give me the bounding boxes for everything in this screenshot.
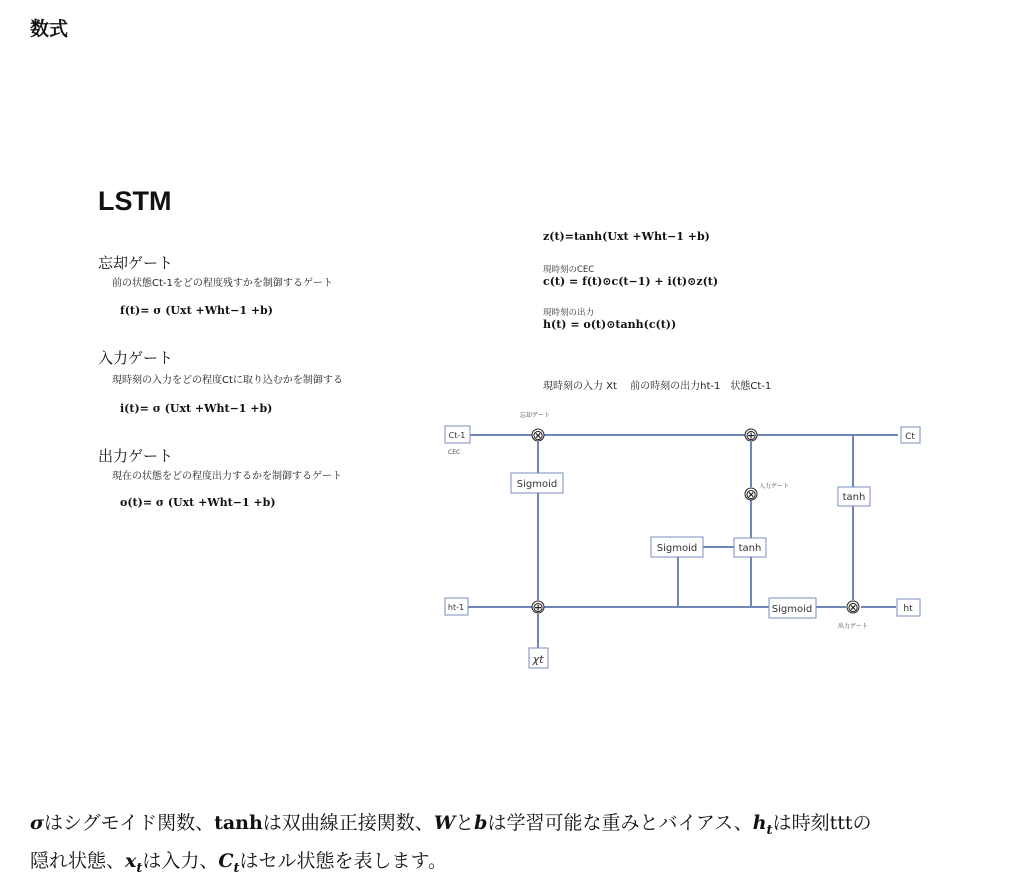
output-gate-desc: 現在の状態をどの程度出力するかを制御するゲート bbox=[112, 471, 342, 482]
output-gate-formula: o(t)= σ (Uxt +Wht−1 +b) bbox=[120, 496, 276, 509]
w-symbol: W bbox=[433, 812, 456, 834]
forget-gate-label: 忘却ゲート bbox=[520, 412, 551, 419]
h-subscript: t bbox=[766, 822, 773, 838]
section-heading: 数式 bbox=[30, 18, 69, 40]
inputs-description: 現時刻の入力 Xt 前の時刻の出力ht-1 状態Ct-1 bbox=[543, 381, 772, 392]
cell-add-symbol: ⊕ bbox=[745, 428, 757, 444]
input-multiply-symbol: ⊗ bbox=[745, 487, 757, 503]
output-gate-label: 出力ゲート bbox=[838, 623, 869, 630]
footer-text-8: はセル状態を表します。 bbox=[239, 850, 447, 872]
footer-text-1: はシグモイド関数、 bbox=[44, 812, 215, 834]
output-label: 現時刻の出力 bbox=[543, 308, 595, 318]
footer-line-2 bbox=[30, 846, 447, 876]
footer-text-7: は入力、 bbox=[142, 850, 219, 872]
c-symbol: C bbox=[218, 850, 234, 872]
h-out-text: ht bbox=[903, 604, 913, 614]
sigmoid-forget-text: Sigmoid bbox=[516, 479, 558, 490]
sigma-symbol: σ bbox=[30, 812, 45, 834]
footer-text-4: は学習可能な重みとバイアス、 bbox=[487, 812, 753, 834]
cec-text: CEC bbox=[448, 449, 461, 456]
footer-text-6: 隠れ状態、 bbox=[30, 850, 126, 872]
input-gate-formula: i(t)= σ (Uxt +Wht−1 +b) bbox=[120, 402, 273, 415]
x-subscript: t bbox=[136, 860, 143, 876]
cec-label: 現時刻のCEC bbox=[543, 265, 595, 275]
output-gate-title: 出力ゲート bbox=[98, 447, 174, 465]
sigmoid-input-text: Sigmoid bbox=[656, 543, 698, 554]
tanh-input-text: tanh bbox=[738, 543, 762, 554]
tanh-symbol: tanh bbox=[214, 812, 263, 834]
footer-text-3: と bbox=[455, 812, 475, 834]
hidden-add-symbol: ⊕ bbox=[532, 600, 544, 616]
forget-gate-formula: f(t)= σ (Uxt +Wht−1 +b) bbox=[120, 304, 273, 317]
cec-formula: c(t) = f(t)⊙c(t−1) + i(t)⊙z(t) bbox=[543, 275, 719, 288]
x-input-text: χt bbox=[532, 653, 544, 666]
footer-text-2: は双曲線正接関数、 bbox=[262, 812, 434, 834]
b-symbol: b bbox=[474, 812, 488, 834]
footer-text-5: は時刻tttの bbox=[772, 812, 872, 834]
input-gate-title: 入力ゲート bbox=[98, 349, 174, 367]
c-subscript: t bbox=[233, 860, 240, 876]
h-prev-text: ht-1 bbox=[447, 603, 465, 612]
sigmoid-output-text: Sigmoid bbox=[771, 604, 813, 615]
forget-multiply-symbol: ⊗ bbox=[532, 428, 544, 444]
h-symbol: h bbox=[752, 812, 767, 834]
x-symbol: x bbox=[125, 850, 137, 872]
output-multiply-symbol: ⊗ bbox=[847, 600, 859, 616]
output-formula: h(t) = o(t)⊙tanh(c(t)) bbox=[543, 318, 677, 331]
forget-gate-desc: 前の状態Ct-1をどの程度残すかを制御するゲート bbox=[112, 278, 333, 289]
z-formula: z(t)=tanh(Uxt +Wht−1 +b) bbox=[543, 230, 710, 243]
forget-gate-title: 忘却ゲート bbox=[98, 254, 174, 272]
c-prev-text: Ct-1 bbox=[448, 431, 466, 440]
footer-line-1 bbox=[30, 808, 871, 838]
input-gate-desc: 現時刻の入力をどの程度Ctに取り込むかを制御する bbox=[112, 375, 343, 386]
slide-title: LSTM bbox=[98, 186, 172, 216]
tanh-cell-text: tanh bbox=[842, 492, 866, 503]
input-gate-label: 入力ゲート bbox=[759, 483, 790, 490]
c-out-text: Ct bbox=[905, 432, 915, 442]
